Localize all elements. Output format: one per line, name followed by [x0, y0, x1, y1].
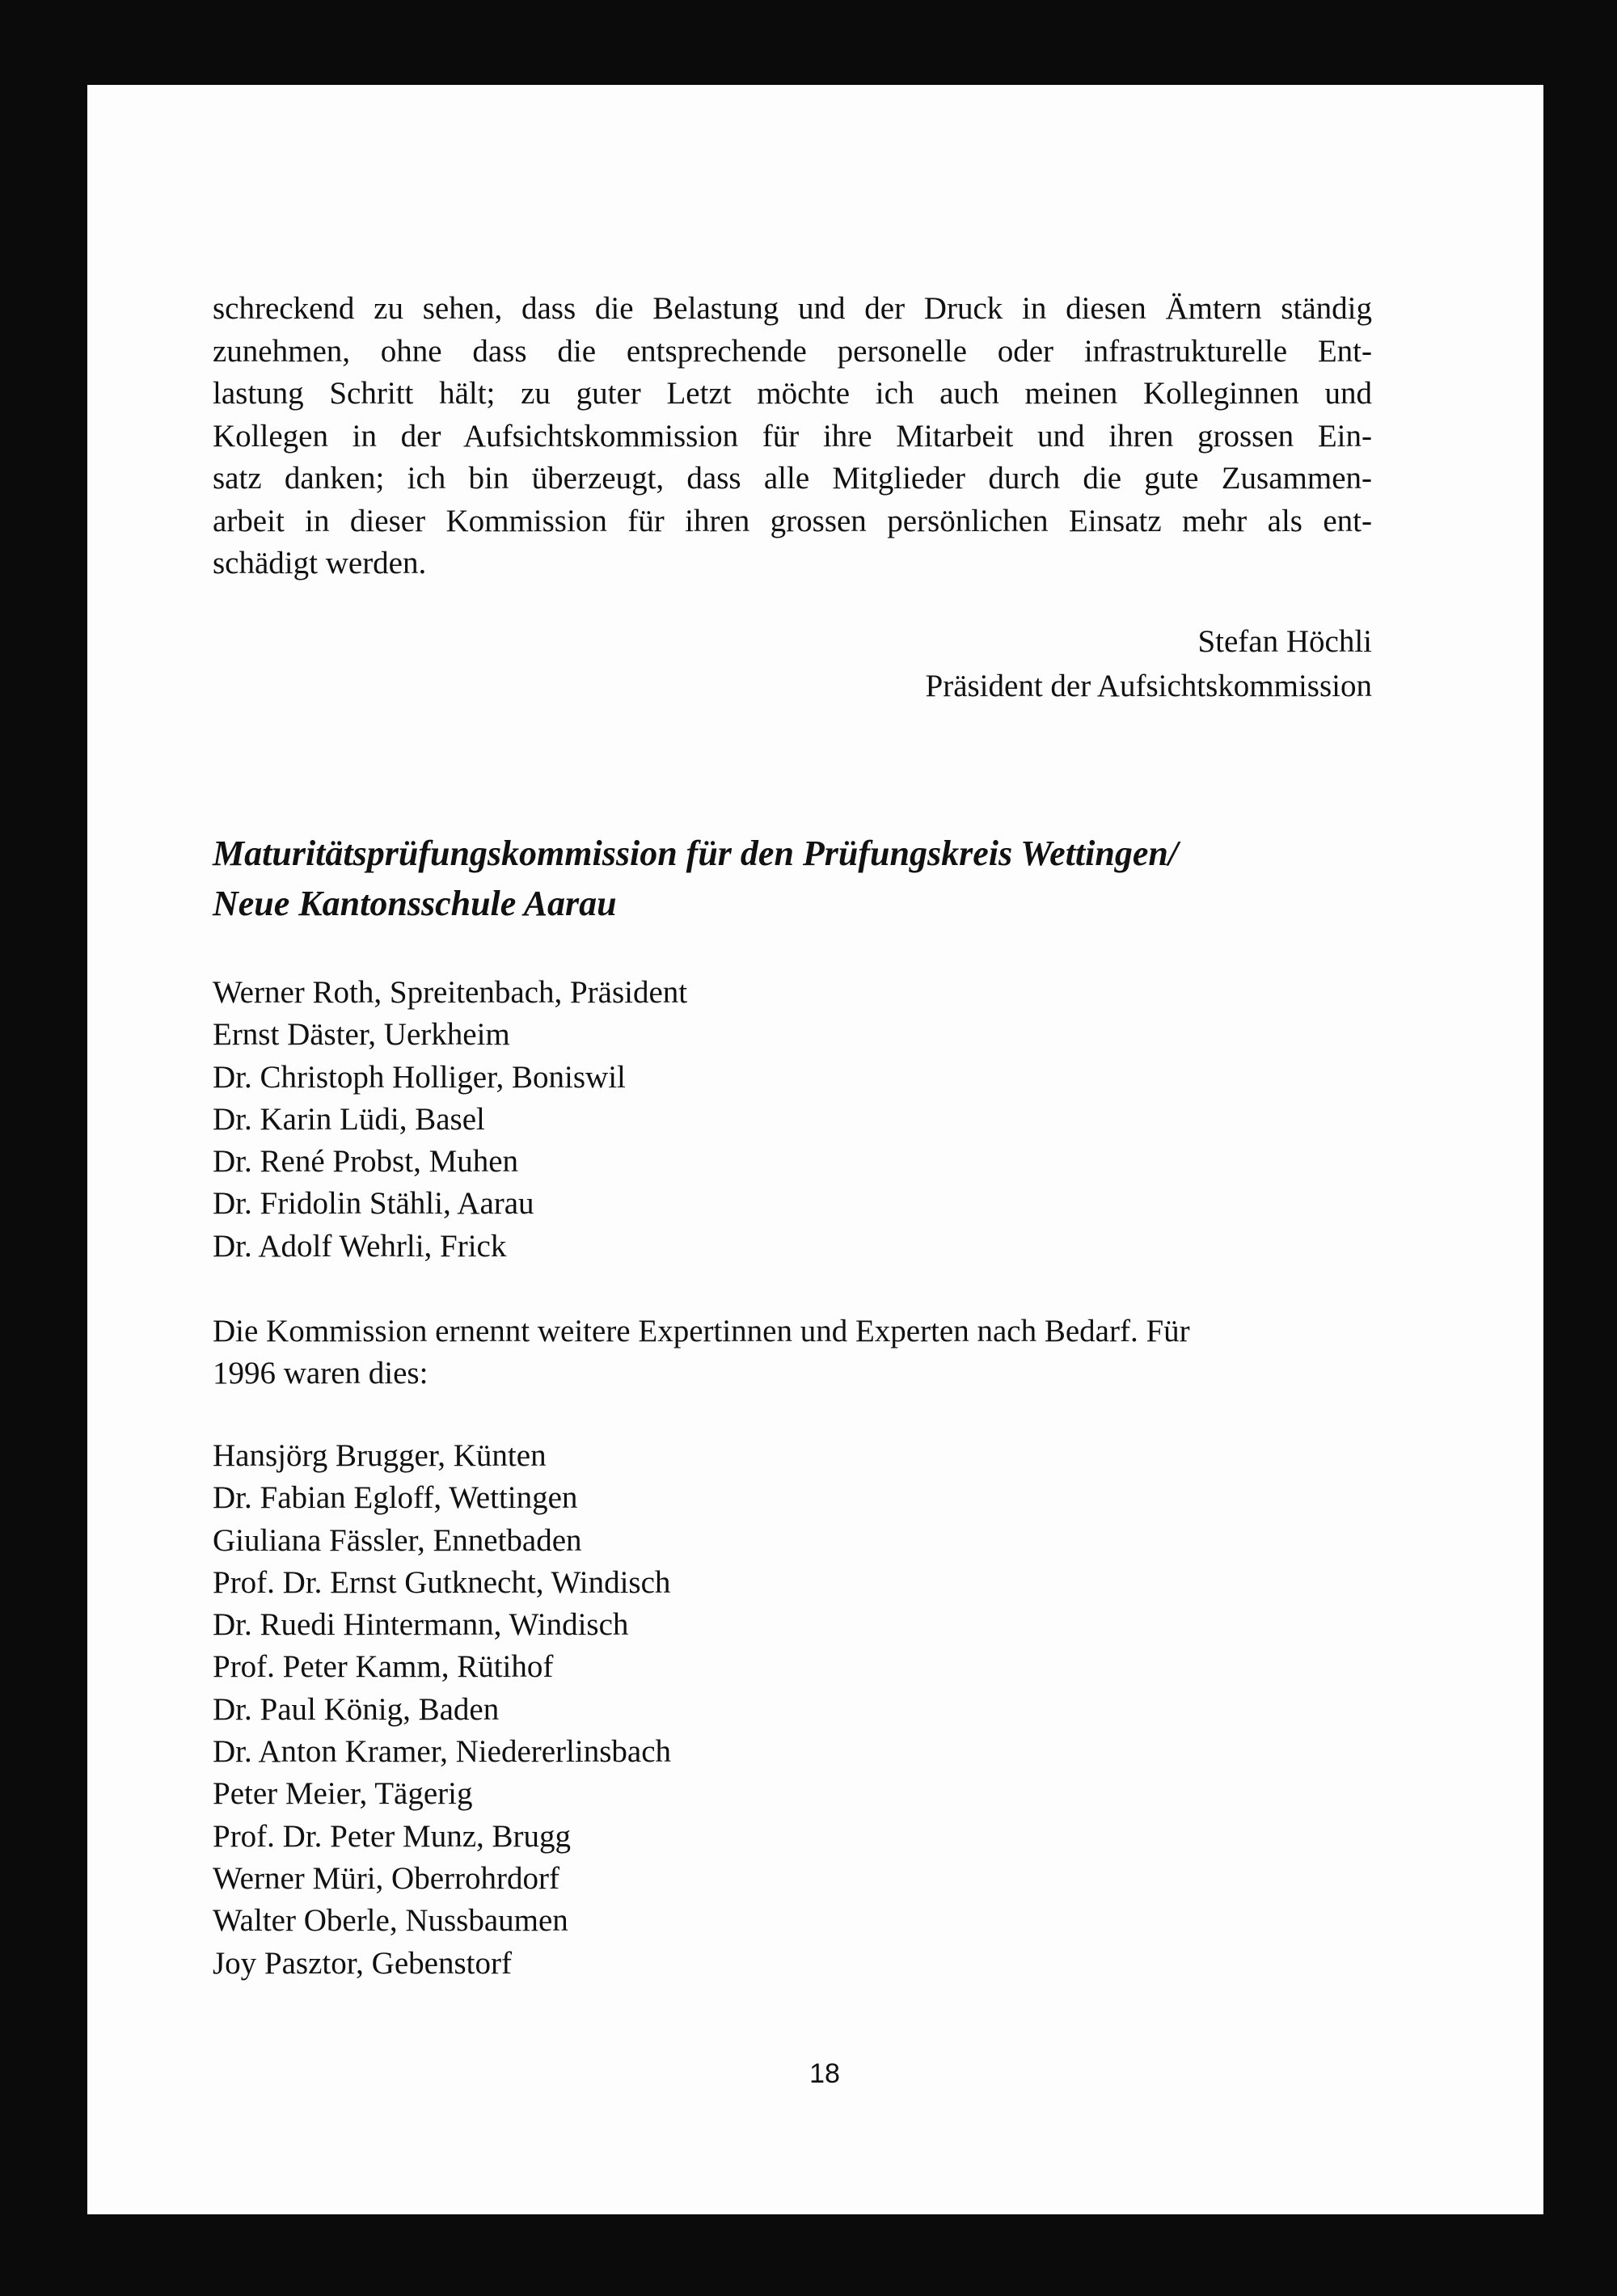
list-item: Peter Meier, Tägerig — [213, 1776, 473, 1812]
list-item: Dr. Karin Lüdi, Basel — [213, 1101, 485, 1137]
page-number: 18 — [809, 2058, 840, 2089]
signature-name: Stefan Höchli — [1197, 624, 1372, 659]
list-item: Dr. Ruedi Hintermann, Windisch — [213, 1607, 629, 1643]
signature-title: Präsident der Aufsichtskommission — [925, 669, 1372, 703]
paragraph-line: satz danken; ich bin überzeugt, dass alle Mitglieder durch die gute Zusammen- — [213, 461, 1372, 496]
list-item: Prof. Peter Kamm, Rütihof — [213, 1649, 554, 1685]
intro-line: Die Kommission ernennt weitere Expertinnen und Experten nach Bedarf. Für — [213, 1314, 1190, 1348]
list-item: Prof. Dr. Peter Munz, Brugg — [213, 1818, 572, 1854]
list-item: Werner Müri, Oberrohrdorf — [213, 1860, 559, 1896]
experts-list — [213, 1435, 671, 1985]
members-list — [213, 972, 687, 1268]
list-item: Prof. Dr. Ernst Gutknecht, Windisch — [213, 1564, 671, 1600]
intro-line: 1996 waren dies: — [213, 1356, 429, 1391]
signature-block — [926, 619, 1372, 708]
paragraph-line: zunehmen, ohne dass die entsprechende personelle oder infrastrukturelle Ent- — [213, 333, 1372, 369]
closing-paragraph — [213, 288, 1372, 585]
paragraph-line: schädigt werden. — [213, 546, 427, 580]
list-item: Giuliana Fässler, Ennetbaden — [213, 1522, 582, 1558]
list-item: Dr. René Probst, Muhen — [213, 1144, 519, 1180]
list-item: Dr. Christoph Holliger, Boniswil — [213, 1059, 626, 1095]
heading-line: Maturitätsprüfungskommission für den Prüfungskreis Wettingen/ — [213, 834, 1179, 873]
list-item: Walter Oberle, Nussbaumen — [213, 1903, 568, 1939]
paragraph-line: Kollegen in der Aufsichtskommission für ihre Mitarbeit und ihren grossen Ein- — [213, 418, 1372, 454]
list-item: Dr. Anton Kramer, Niedererlinsbach — [213, 1734, 672, 1770]
paragraph-line: arbeit in dieser Kommission für ihren grossen persönlichen Einsatz mehr als ent- — [213, 503, 1372, 538]
section-heading — [213, 829, 1178, 929]
heading-line: Neue Kantonsschule Aarau — [213, 884, 617, 923]
list-item: Dr. Fabian Egloff, Wettingen — [213, 1480, 578, 1516]
list-item: Ernst Däster, Uerkheim — [213, 1017, 510, 1053]
list-item: Hansjörg Brugger, Künten — [213, 1438, 547, 1473]
list-item: Dr. Adolf Wehrli, Frick — [213, 1228, 507, 1264]
list-item: Werner Roth, Spreitenbach, Präsident — [213, 975, 688, 1010]
list-item: Joy Pasztor, Gebenstorf — [213, 1945, 512, 1981]
list-item: Dr. Fridolin Stähli, Aarau — [213, 1186, 534, 1222]
paragraph-line: lastung Schritt hält; zu guter Letzt möchte ich auch meinen Kolleginnen und — [213, 376, 1372, 411]
list-item: Dr. Paul König, Baden — [213, 1691, 500, 1727]
paragraph-line: schreckend zu sehen, dass die Belastung und der Druck in diesen Ämtern ständig — [213, 291, 1372, 326]
experts-intro — [213, 1310, 1190, 1395]
